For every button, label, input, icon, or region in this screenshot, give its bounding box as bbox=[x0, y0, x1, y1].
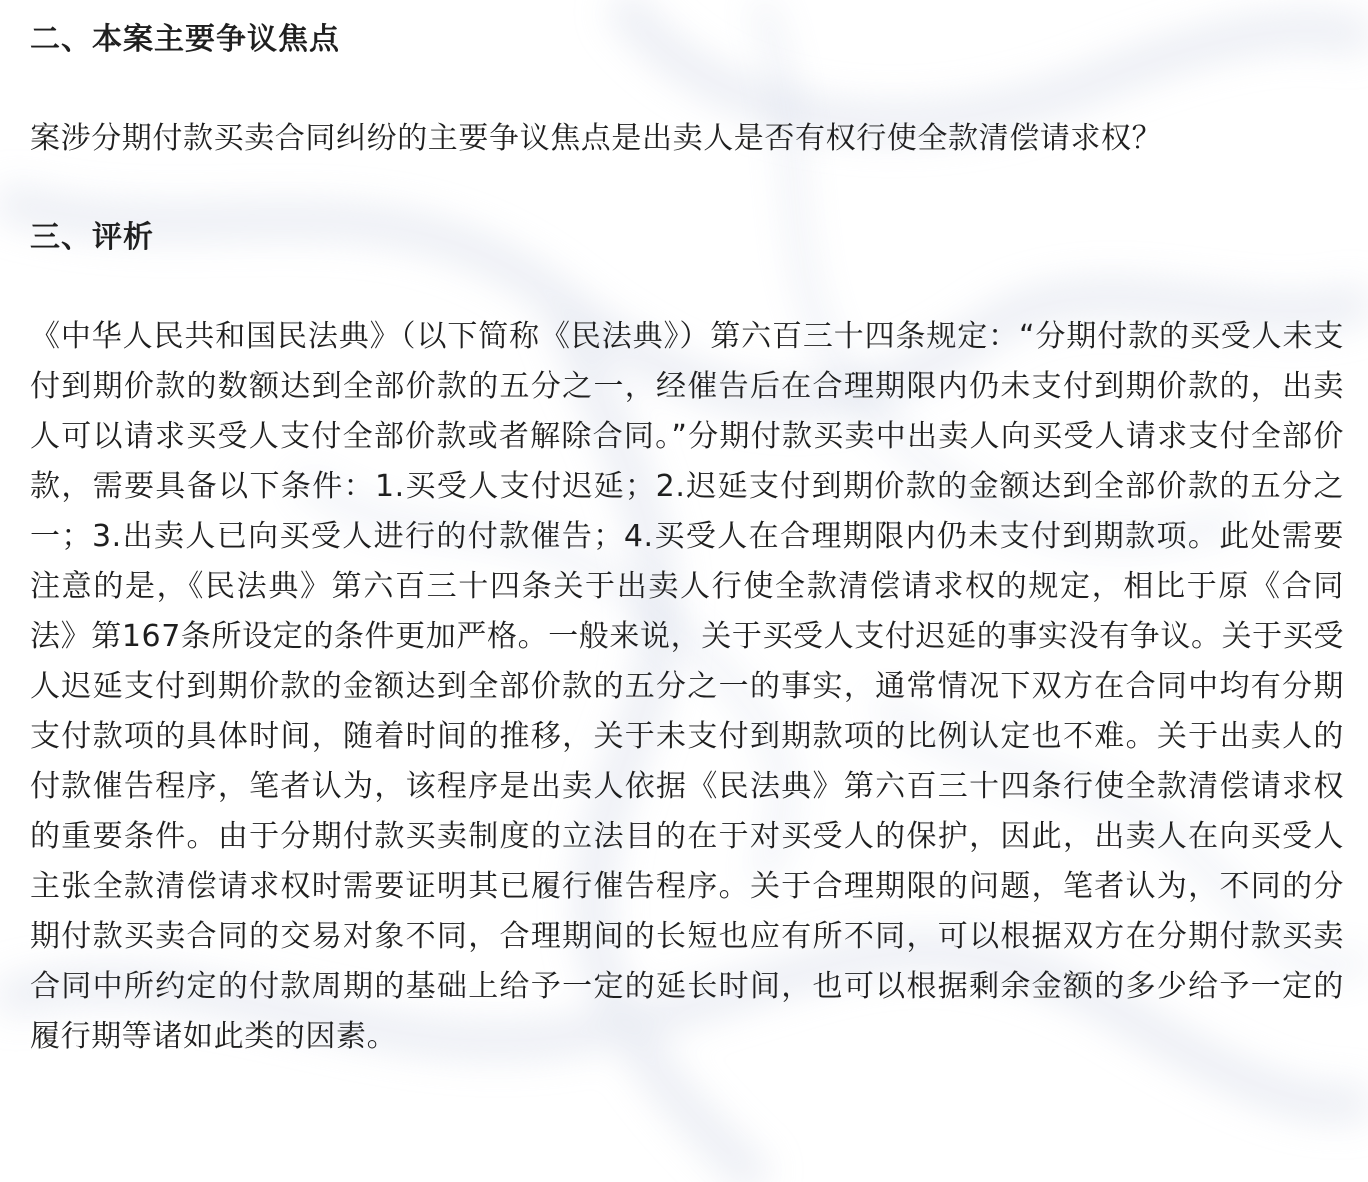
dispute-question: 案涉分期付款买卖合同纠纷的主要争议焦点是出卖人是否有权行使全款清偿请求权？ bbox=[30, 121, 1163, 156]
section-heading-analysis: 三、评析 bbox=[30, 220, 154, 255]
analysis-paragraph: 《中华人民共和国民法典》（以下简称《民法典》）第六百三十四条规定：“分期付款的买受人未支付到期价款的数额达到全部价款的五分之一，经催告后在合理期限内仍未支付到期价款的，出卖人可以请求买受人支付全部价款或者解除合同。”分期付款买卖中出卖人向买受人请求支付全部价款，需要具备以下条件：1.买受人支付迟延；2.迟延支付到期价款的金额达到全部价款的五分之一；3.出卖人已向买受人进行的付款催告；4.买受人在合理期限内仍未支付到期款项。此处需要注意的是，《民法典》第六百三十四条关于出卖人行使全款清偿请求权的规定，相比于原《合同法》第167条所设定的条件更加严格。一般来说，关于买受人支付迟延的事实没有争议。关于买受人迟延支付到期价款的金额达到全部价款的五分之一的事实，通常情况下双方在合同中均有分期支付款项的具体时间，随着时间的推移，关于未支付到期款项的比例认定也不难。关于出卖人的付款催告程序，笔者认为，该程序是出卖人依据《民法典》第六百三十四条行使全款清偿请求权的重要条件。由于分期付款买卖制度的立法目的在于对买受人的保护，因此，出卖人在向买受人主张全款清偿请求权时需要证明其已履行催告程序。关于合理期限的问题，笔者认为，不同的分期付款买卖合同的交易对象不同，合理期间的长短也应有所不同，可以根据双方在分期付款买卖合同中所约定的付款周期的基础上给予一定的延长时间，也可以根据剩余金额的多少给予一定的履行期等诸如此类的因素。 bbox=[30, 319, 1344, 1054]
section-heading-disputes: 二、本案主要争议焦点 bbox=[30, 22, 340, 57]
